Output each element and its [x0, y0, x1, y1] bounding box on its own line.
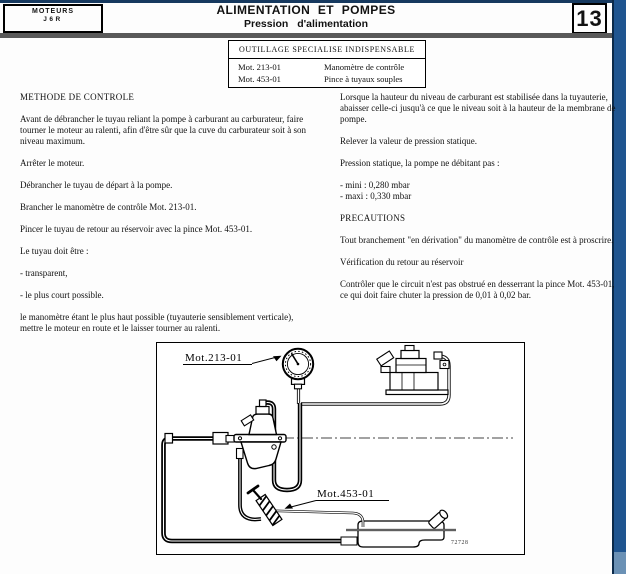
- engine-box: [3, 4, 103, 33]
- page-number: 13: [576, 6, 603, 31]
- tool-ref: Mot. 453-01: [238, 73, 281, 84]
- scan-border-corner: [614, 552, 626, 574]
- tool-row: [238, 62, 425, 74]
- pressure-values-column: [340, 92, 618, 312]
- paragraph: Brancher le manomètre de contrôle Mot. 213-01.: [20, 202, 197, 212]
- paragraph: Avant de débrancher le tuyau reliant la pompe à carburant au carburateur, faire tourner le moteur au ralenti, afin d'être sûr que la cuve du carburateur soit à son niveau maximum.: [20, 114, 307, 146]
- method-column: [20, 92, 307, 345]
- page-number-box: [572, 3, 607, 34]
- fuel-pump: [165, 400, 286, 469]
- paragraph: Le tuyau doit être :: [20, 246, 89, 256]
- tool-ref: Mot. 213-01: [238, 62, 281, 72]
- special-tools-rows: [229, 59, 425, 85]
- fuel-circuit-diagram: [157, 343, 524, 554]
- engine-code-label: J6R: [43, 16, 63, 23]
- paragraph: - le plus court possible.: [20, 290, 104, 300]
- pressure-gauge: [283, 349, 313, 389]
- special-tools-title: OUTILLAGE SPECIALISE INDISPENSABLE: [229, 41, 425, 59]
- page-title: ALIMENTATION ET POMPES: [216, 3, 396, 17]
- diagram-panel: [156, 342, 525, 555]
- paragraph: Lorsque la hauteur du niveau de carburant est stabilisée dans la tuyauterie, abaisser celle-ci jusqu'à ce que le niveau soit à la hauteur de la membrane de pompe.: [340, 92, 616, 124]
- paragraph: Contrôler que le circuit n'est pas obstrué en desserrant la pince Mot. 453-01, ce qui doit faire chuter la pression de 0,01 à 0,02 bar.: [340, 279, 615, 300]
- clamp-callout: [285, 488, 390, 509]
- paragraph: Pression statique, la pompe ne débitant pas :: [340, 158, 500, 168]
- header-rule: [0, 33, 612, 38]
- pressure-min-value: - mini : 0,280 mbar: [340, 180, 410, 190]
- carburetor: [377, 346, 449, 395]
- tool-row: [238, 74, 425, 86]
- page-header: [103, 4, 509, 30]
- clamp-label: Mot.453-01: [317, 488, 375, 500]
- engine-group-label: MOTEURS: [32, 8, 74, 15]
- paragraph: - transparent,: [20, 268, 68, 278]
- paragraph: le manomètre étant le plus haut possible (tuyauterie sensiblement verticale), mettre le moteur en route et le laisser tourner au ralenti.: [20, 312, 294, 333]
- gauge-label: Mot.213-01: [185, 352, 243, 364]
- tool-name: Pince à tuyaux souples: [324, 73, 403, 84]
- method-heading: METHODE DE CONTROLE: [20, 92, 135, 102]
- tool-name: Manomètre de contrôle: [324, 62, 405, 72]
- paragraph: Vérification du retour au réservoir: [340, 257, 464, 267]
- line-fitting: [341, 537, 357, 545]
- fuel-tank: [346, 509, 456, 547]
- paragraph: Débrancher le tuyau de départ à la pompe.: [20, 180, 173, 190]
- clamp-screw: [248, 486, 261, 499]
- paragraph: Relever la valeur de pression statique.: [340, 136, 477, 146]
- gauge-callout: [183, 352, 282, 365]
- pressure-max-value: - maxi : 0,330 mbar: [340, 191, 412, 201]
- clamp-label-arrow: [289, 501, 316, 508]
- paragraph: Arrêter le moteur.: [20, 158, 85, 168]
- precautions-heading: PRECAUTIONS: [340, 213, 406, 223]
- gauge-label-arrow: [252, 357, 277, 364]
- page-subtitle: Pression d'alimentation: [243, 18, 369, 30]
- paragraph: Tout branchement "en dérivation" du manomètre de contrôle est à proscrire.: [340, 235, 614, 245]
- figure-number: 72728: [451, 540, 469, 546]
- special-tools-box: [228, 40, 426, 88]
- paragraph: Pincer le tuyau de retour au réservoir avec la pince Mot. 453-01.: [20, 224, 253, 234]
